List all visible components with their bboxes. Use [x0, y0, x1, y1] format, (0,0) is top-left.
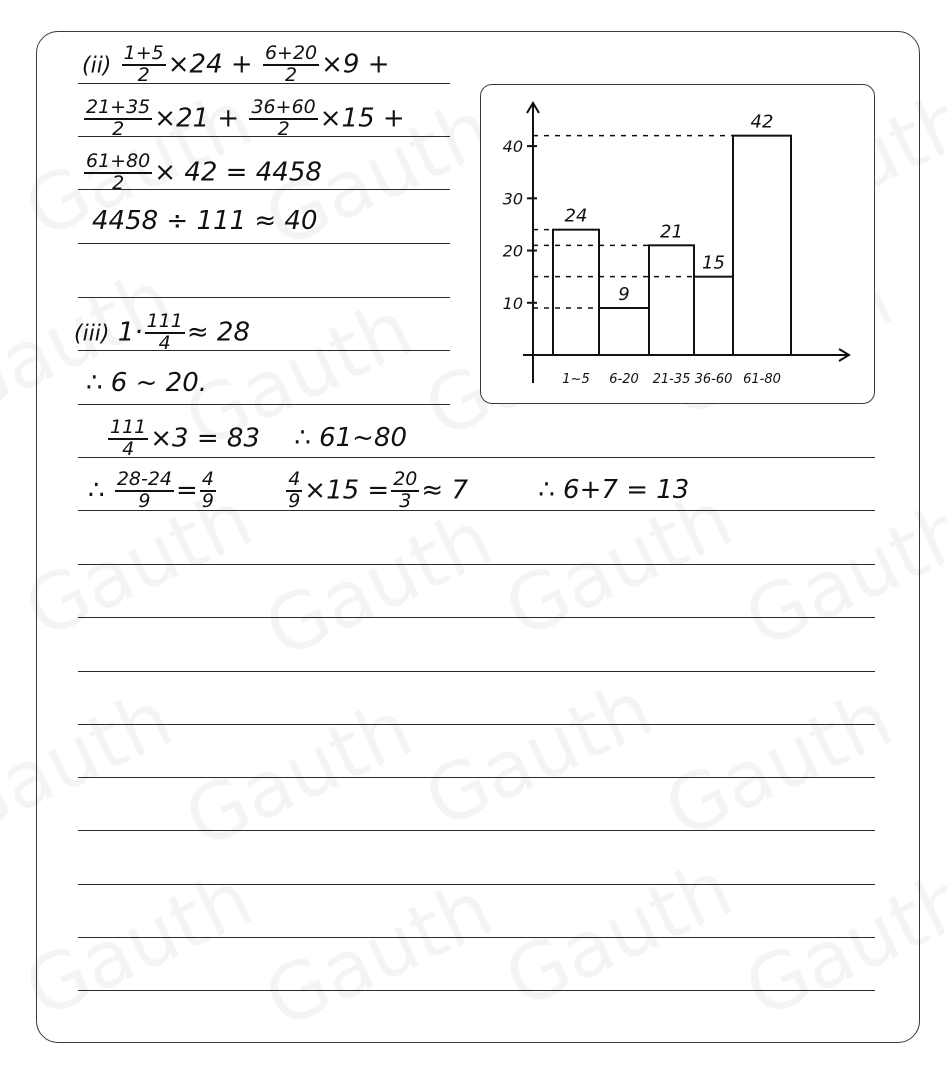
term-text: ×3 = 83 — [150, 423, 260, 454]
bar-value-label: 21 — [660, 221, 683, 243]
working-line-2 — [82, 98, 405, 140]
histogram-bar — [599, 308, 649, 355]
histogram-bar — [649, 245, 694, 355]
numerator: 1+5 — [123, 42, 164, 64]
numerator: 4 — [201, 468, 214, 490]
ruled-line — [78, 297, 450, 298]
term-text: ∴ 6+7 = 13 — [538, 475, 690, 506]
numerator: 36+60 — [251, 96, 316, 118]
fraction — [286, 470, 302, 512]
fraction — [249, 98, 317, 140]
working-line-8 — [88, 470, 689, 512]
term-text: ∴ 61~80 — [294, 423, 408, 454]
numerator: 20 — [393, 468, 418, 490]
denominator: 9 — [288, 489, 301, 512]
histogram-box — [480, 84, 875, 404]
denominator: 2 — [112, 171, 125, 194]
x-category-label: 21-35 — [652, 372, 691, 387]
denominator: 2 — [137, 63, 150, 86]
fraction — [108, 418, 148, 460]
y-tick-label: 20 — [502, 241, 523, 261]
histogram-bar — [553, 230, 599, 355]
ruled-line — [78, 617, 875, 618]
ruled-line — [78, 404, 450, 405]
numerator: 111 — [110, 416, 147, 438]
term-text: = — [176, 475, 198, 506]
numerator: 111 — [146, 310, 183, 332]
fraction — [263, 44, 319, 86]
x-category-label: 6-20 — [609, 372, 639, 387]
histogram-bar — [694, 277, 733, 355]
y-tick-label: 40 — [502, 137, 523, 157]
fraction — [84, 152, 152, 194]
numerator: 21+35 — [86, 96, 151, 118]
histogram-chart — [481, 85, 876, 405]
denominator: 9 — [138, 489, 151, 512]
part-iii-label: (iii) — [74, 321, 110, 347]
term-text: ≈ 7 — [421, 475, 468, 506]
working-line-5 — [74, 312, 250, 354]
term-text: 1· — [117, 317, 143, 348]
term-text: ≈ 28 — [186, 317, 250, 348]
working-line-1 — [82, 44, 390, 86]
working-line-7 — [106, 418, 407, 460]
denominator: 2 — [112, 117, 125, 140]
ruled-line — [78, 777, 875, 778]
working-line-4: 4458 ÷ 111 ≈ 40 — [92, 206, 318, 236]
denominator: 2 — [285, 63, 298, 86]
numerator: 6+20 — [264, 42, 318, 64]
ruled-line — [78, 564, 875, 565]
ruled-line — [78, 671, 875, 672]
ruled-line — [78, 830, 875, 831]
ruled-line — [78, 724, 875, 725]
fraction — [115, 470, 174, 512]
term-text: ×21 + — [154, 103, 240, 134]
y-tick-label: 10 — [502, 293, 523, 313]
ruled-line — [78, 884, 875, 885]
x-category-label: 1~5 — [562, 372, 590, 387]
fraction — [122, 44, 166, 86]
y-tick-label: 30 — [502, 189, 523, 209]
term-text: × 42 = 4458 — [154, 157, 322, 188]
term-text: ×15 = — [304, 475, 390, 506]
bar-value-label: 42 — [750, 111, 774, 133]
denominator: 4 — [122, 437, 135, 460]
fraction — [84, 98, 152, 140]
term-text: ×9 + — [321, 49, 390, 80]
part-ii-label: (ii) — [82, 53, 112, 79]
fraction — [391, 470, 419, 512]
ruled-line — [78, 243, 450, 244]
histogram-bar — [733, 136, 791, 355]
fraction — [200, 470, 216, 512]
x-category-label: 36-60 — [694, 372, 733, 387]
x-category-label: 61-80 — [743, 372, 781, 387]
denominator: 4 — [158, 331, 171, 354]
working-line-6: ∴ 6 ~ 20. — [86, 368, 208, 398]
working-line-3 — [82, 152, 322, 194]
denominator: 2 — [277, 117, 290, 140]
bar-value-label: 9 — [618, 284, 630, 305]
ruled-line — [78, 990, 875, 991]
bar-value-label: 15 — [702, 252, 725, 274]
denominator: 9 — [201, 489, 214, 512]
fraction — [145, 312, 185, 354]
numerator: 4 — [288, 468, 301, 490]
term-text: ×24 + — [167, 49, 253, 80]
numerator: 28-24 — [116, 468, 173, 490]
term-text: ×15 + — [319, 103, 405, 134]
numerator: 61+80 — [86, 150, 151, 172]
denominator: 3 — [399, 489, 412, 512]
therefore-symbol: ∴ — [88, 475, 105, 506]
ruled-line — [78, 937, 875, 938]
bar-value-label: 24 — [564, 205, 588, 227]
